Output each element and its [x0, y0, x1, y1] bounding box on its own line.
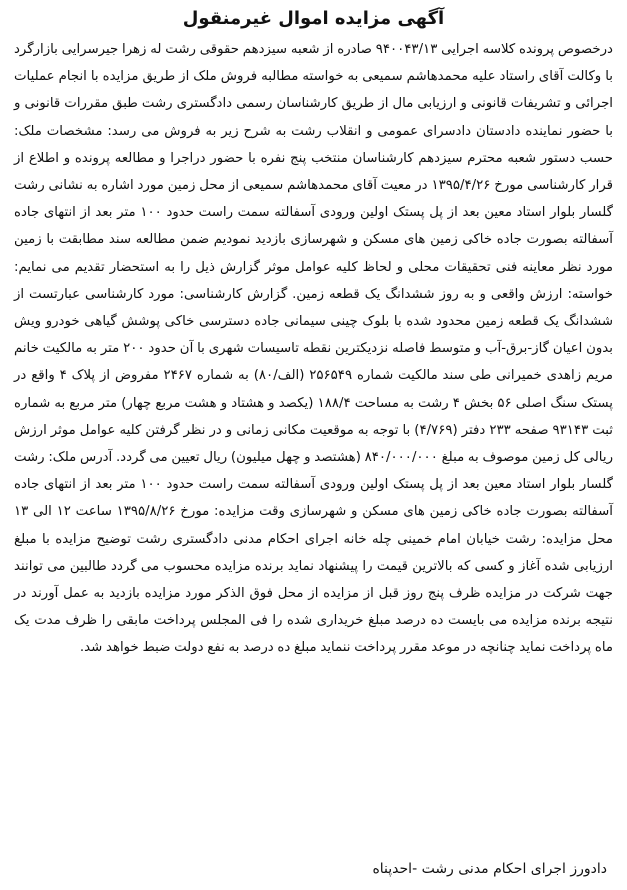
notice-signature: دادورز اجرای احکام مدنی رشت -احدپناه	[372, 861, 607, 877]
auction-notice	[6, 4, 621, 886]
notice-body: درخصوص پرونده کلاسه اجرایی ۹۴۰۰۴۳/۱۳ صادره از شعبه سیزدهم حقوقی رشت له زهرا جیرسرایی بازارگرد با وکالت آقای راستاد علیه محمدهاشم سمیعی به خواسته مطالبه فروش ملک از طریق مزایده با انجام عملیات اجرائی و تشریفات قانونی و ارزیابی مال از طریق کارشناسان رسمی دادگستری رشت طبق مقررات قانونی و با حضور نماینده دادستان دادسرای عمومی و انقلاب رشت به شرح زیر به فروش می رسد: مشخصات ملک: حسب دستور شعبه محترم سیزدهم کارشناسان منتخب پنج نفره با حضور دراجرا و مطالعه پرونده و اطلاع از قرار کارشناسی مورخ ۱۳۹۵/۴/۲۶ در معیت آقای محمدهاشم سمیعی از محل زمین مورد اشاره به نشانی رشت گلسار بلوار استاد معین بعد از پل پستک اولین ورودی آسفالته سمت راست حدود ۱۰۰ متر بعد از انتهای جاده آسفالته بصورت جاده خاکی زمین های مسکن و شهرسازی بازدید نمودیم ضمن مطالعه سند مطابقت با زمین مورد نظر معاینه فنی تحقیقات محلی و لحاظ کلیه عوامل موثر گزارش ذیل را به استحضار تقدیم می نمایم: خواسته: ارزش واقعی و به روز ششدانگ یک قطعه زمین. گزارش کارشناسی: مورد کارشناسی عبارتست از ششدانگ یک قطعه زمین محدود شده با بلوک چینی سیمانی جاده دسترسی خاکی پوشش گیاهی خودرو ویش بدون اعیان گاز-برق-آب و متوسط فاصله نزدیکترین نقطه تاسیسات شهری با آن حدود ۲۰۰ متر به مالکیت خانم مریم زاهدی خمیرانی طی سند مالکیت شماره ۲۵۶۵۴۹ (الف/۸۰) به شماره ۲۴۶۷ مفروض از پلاک ۴ واقع در پستک سنگ اصلی ۵۶ بخش ۴ رشت به مساحت ۱۸۸/۴ (یکصد و هشتاد و هشت مربع چهار) متر مربع به شماره ثبت ۹۳۱۴۳ صفحه ۲۳۳ دفتر (۴/۷۶۹) با توجه به موقعیت مکانی زمانی و در نظر گرفتن کلیه عوامل موثر ارزش ریالی کل زمین موصوف به مبلغ ۸۴۰/۰۰۰/۰۰۰ (هشتصد و چهل میلیون) ریال تعیین می گردد. آدرس ملک: رشت گلسار بلوار استاد معین بعد از پل پستک اولین ورودی آسفالته سمت راست حدود ۱۰۰ متر بعد از انتهای جاده آسفالته بصورت جاده خاکی زمین های مسکن و شهرسازی وقت مزایده: مورخ ۱۳۹۵/۸/۲۶ ساعت ۱۲ الی ۱۳ محل مزایده: رشت خیابان امام خمینی چله خانه اجرای احکام مدنی دادگستری رشت توضیح مزایده با مبلغ ارزیابی شده آغاز و کسی که بالاترین قیمت را پیشنهاد نماید برنده مزایده محسوب می گردد طالبین می توانند جهت شرکت در مزایده ظرف پنج روز قبل از مزایده از محل فوق الذکر مورد مزایده بازدید به عمل آورند در نتیجه برنده مزایده می بایست ده درصد مبلغ خریداری شده را فی المجلس پرداخت مابقی را ظرف مدت یک ماه پرداخت نماید چنانچه در موعد مقرر پرداخت ننماید مبلغ ده درصد به نفع دولت ضبط خواهد شد.	[13, 42, 614, 656]
notice-title: آگهی مزایده اموال غیرمنقول	[182, 8, 445, 29]
